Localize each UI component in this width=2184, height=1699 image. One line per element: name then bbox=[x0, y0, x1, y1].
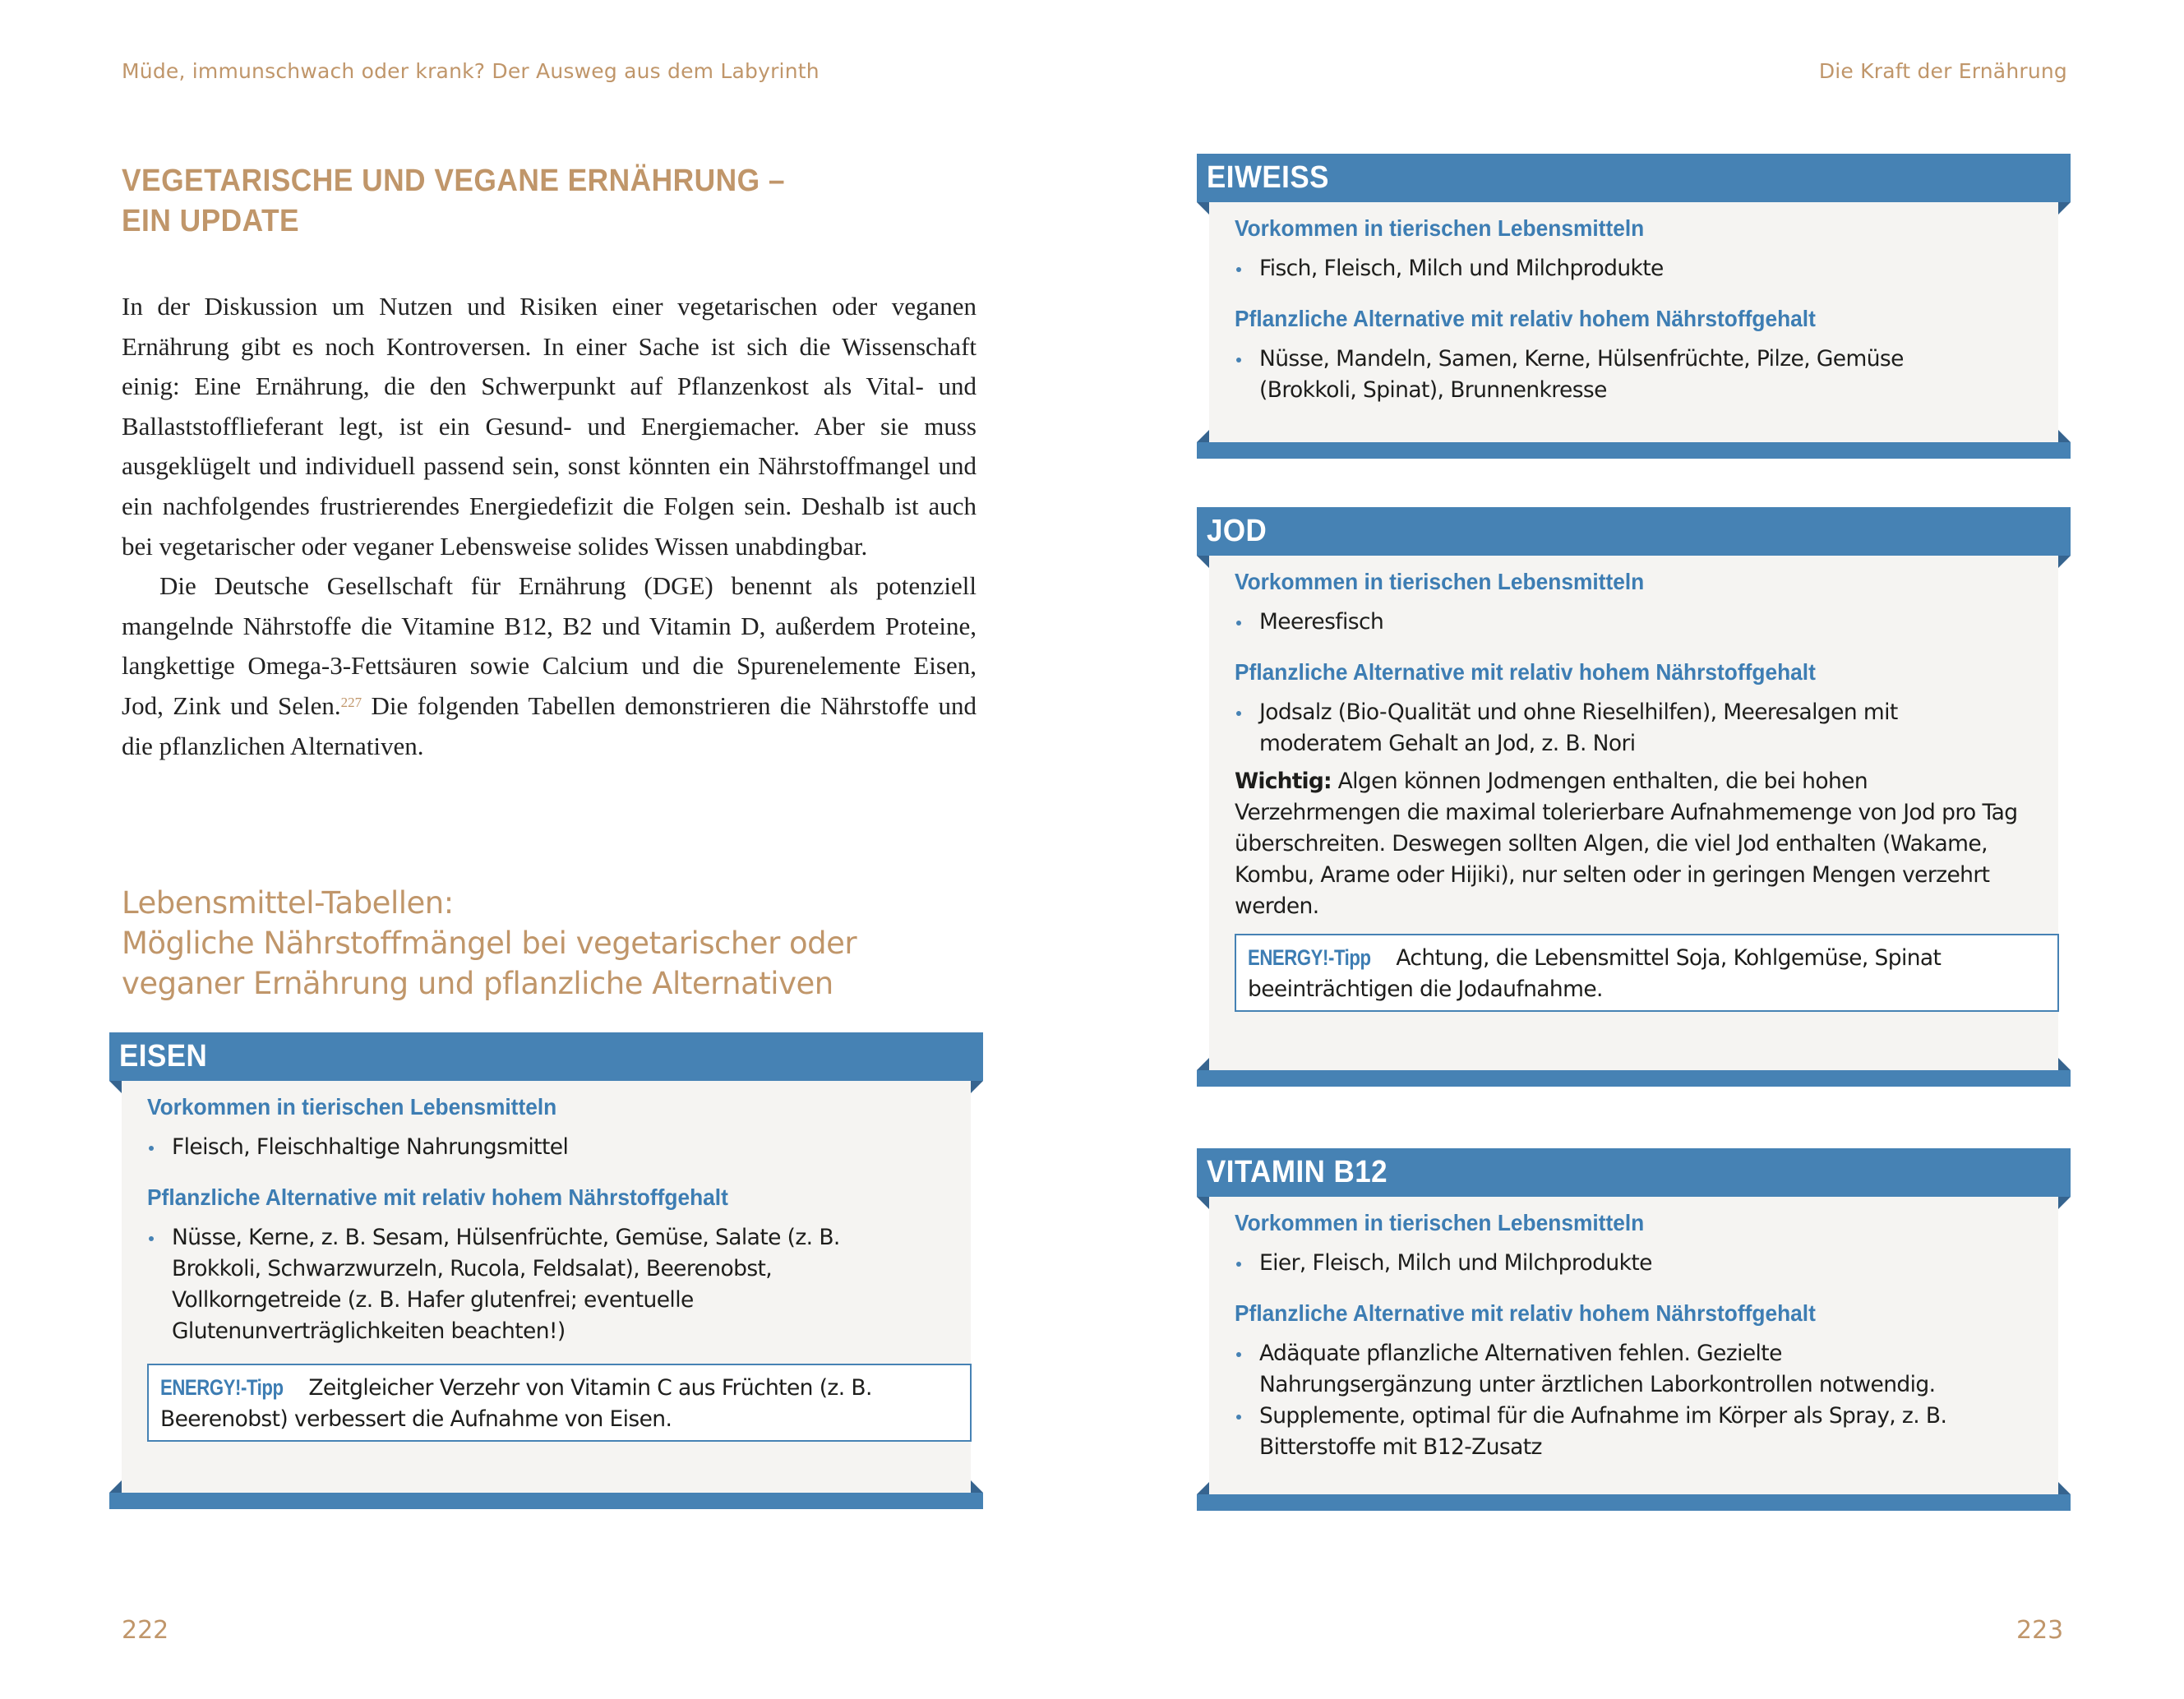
plant-alternative-list bbox=[147, 1222, 870, 1347]
paragraph-2 bbox=[122, 566, 977, 766]
energy-tip-text: Zeitgleicher Verzehr von Vitamin C aus Früchten (z. B. Beerenobst) verbessert die Aufnahme von Eisen. bbox=[160, 1375, 872, 1432]
box-body bbox=[1209, 1197, 2058, 1494]
box-header-band bbox=[1197, 154, 2071, 202]
paragraph-2-text-end: Die folgenden Tabellen demonstrieren die Nährstoffe und die pflanzlichen Alternativen. bbox=[122, 690, 977, 760]
important-note bbox=[1235, 766, 2058, 922]
nutrient-box-eisen bbox=[109, 1032, 983, 1509]
list-item: Fleisch, Fleischhaltige Nahrungsmittel bbox=[147, 1132, 971, 1163]
list-item: Nüsse, Mandeln, Samen, Kerne, Hülsenfrüchte, Pilze, Gemüse (Brokkoli, Spinat), Brunnenkresse bbox=[1235, 344, 1958, 406]
box-title: EISEN bbox=[119, 1039, 208, 1073]
animal-sources-heading: Vorkommen in tierischen Lebensmitteln bbox=[1235, 1210, 1645, 1235]
list-item: Adäquate pflanzliche Alternativen fehlen. Gezielte Nahrungsergänzung unter ärztlichen Laborkontrollen notwendig. bbox=[1235, 1338, 1958, 1401]
paragraph-1: In der Diskussion um Nutzen und Risiken einer vegetarischen oder veganen Ernährung gibt es noch Kontroversen. In einer Sache ist sich die Wissenschaft einig: Eine Ernährung, die den Schwerpunkt auf Pflanzenkost als Vital- und Ballaststofflieferant legt, ist ein Gesund- und Energiemacher. Aber sie muss ausgeklügelt und individuell passend sein, sonst könnten ein Nährstoffmangel und ein nachfolgendes frustrierendes Energiedefizit die Folgen sein. Deshalb ist auch bei vegetarischer oder veganer Lebensweise solides Wissen unabdingbar. bbox=[122, 292, 977, 561]
box-header-band bbox=[1197, 507, 2071, 556]
nutrient-box-vitamin-b12 bbox=[1197, 1148, 2071, 1511]
energy-tip-box bbox=[1235, 934, 2059, 1012]
nutrient-box-eiweiss bbox=[1197, 154, 2071, 459]
table-subheading bbox=[122, 883, 857, 1004]
subheading-line-1: Lebensmittel-Tabellen: bbox=[122, 885, 454, 921]
footnote-ref[interactable]: 227 bbox=[340, 694, 362, 710]
fold-corner bbox=[109, 1480, 122, 1493]
fold-corner bbox=[2058, 556, 2071, 568]
list-item: Supplemente, optimal für die Aufnahme im Körper als Spray, z. B. Bitterstoffe mit B12-Zusatz bbox=[1235, 1401, 1958, 1463]
box-header-band bbox=[109, 1032, 983, 1081]
paragraph-2-text: Die Deutsche Gesellschaft für Ernährung (DGE) benennt als potenziell mangelnde Nährstoffe die Vitamine B12, B2 und Vitamin D, außerdem Proteine, langkettige Omega-3-Fettsäuren sowie Calcium und die Spurenelemente Eisen, Jod, Zink und Selen. bbox=[122, 571, 977, 720]
subheading-line-2: Mögliche Nährstoffmängel bei vegetarischer oder bbox=[122, 926, 857, 961]
animal-sources-list bbox=[1235, 253, 2058, 284]
fold-corner bbox=[1197, 1197, 1209, 1209]
list-item: Nüsse, Kerne, z. B. Sesam, Hülsenfrüchte, Gemüse, Salate (z. B. Brokkoli, Schwarzwurzeln, Rucola, Feldsalat), Beerenobst, Vollkorngetreide (z. B. Hafer glutenfrei; eventuelle Glutenunverträglichkeiten beachten!) bbox=[147, 1222, 870, 1347]
important-label: Wichtig: bbox=[1235, 769, 1332, 794]
fold-corner bbox=[1197, 556, 1209, 568]
energy-tip-label: ENERGY!-Tipp bbox=[160, 1375, 284, 1400]
animal-sources-heading: Vorkommen in tierischen Lebensmitteln bbox=[1235, 569, 1645, 594]
plant-alternative-heading: Pflanzliche Alternative mit relativ hohem Nährstoffgehalt bbox=[1235, 306, 1816, 331]
fold-corner bbox=[2058, 430, 2071, 442]
energy-tip-label: ENERGY!-Tipp bbox=[1248, 945, 1371, 970]
fold-corner bbox=[2058, 1197, 2071, 1209]
box-body bbox=[1209, 556, 2058, 1070]
fold-corner bbox=[971, 1081, 983, 1093]
page-number-right: 223 bbox=[2016, 1616, 2064, 1645]
important-text: Algen können Jodmengen enthalten, die bei hohen Verzehrmengen die maximal tolerierbare Aufnahmemenge von Jod pro Tag überschreiten. Deswegen sollten Algen, die viel Jod enthalten (Wakame, Kombu, Arame oder Hijiki), nur selten oder in geringen Mengen verzehrt werden. bbox=[1235, 769, 2018, 919]
fold-corner bbox=[1197, 1482, 1209, 1494]
fold-corner bbox=[1197, 1058, 1209, 1070]
box-title: EIWEISS bbox=[1207, 160, 1329, 195]
subheading-line-3: veganer Ernährung und pflanzliche Alternativen bbox=[122, 966, 833, 1001]
list-item: Eier, Fleisch, Milch und Milchprodukte bbox=[1235, 1248, 2058, 1279]
box-footer-band bbox=[1197, 1070, 2071, 1087]
fold-corner bbox=[971, 1480, 983, 1493]
box-footer-band bbox=[109, 1493, 983, 1509]
box-header-band bbox=[1197, 1148, 2071, 1197]
plant-alternative-list bbox=[1235, 1338, 1958, 1463]
plant-alternative-list bbox=[1235, 697, 1958, 759]
animal-sources-list bbox=[147, 1132, 971, 1163]
plant-alternative-heading: Pflanzliche Alternative mit relativ hohem Nährstoffgehalt bbox=[1235, 1300, 1816, 1326]
chapter-title bbox=[122, 161, 785, 242]
running-head-right: Die Kraft der Ernährung bbox=[1818, 59, 2067, 83]
chapter-title-line-1: VEGETARISCHE UND VEGANE ERNÄHRUNG – bbox=[122, 164, 785, 198]
plant-alternative-list bbox=[1235, 344, 1958, 406]
animal-sources-heading: Vorkommen in tierischen Lebensmitteln bbox=[147, 1094, 557, 1120]
list-item: Fisch, Fleisch, Milch und Milchprodukte bbox=[1235, 253, 2058, 284]
fold-corner bbox=[2058, 1482, 2071, 1494]
box-footer-band bbox=[1197, 1494, 2071, 1511]
fold-corner bbox=[1197, 202, 1209, 215]
page-number-left: 222 bbox=[122, 1616, 169, 1645]
plant-alternative-heading: Pflanzliche Alternative mit relativ hohem Nährstoffgehalt bbox=[147, 1184, 728, 1210]
box-title: JOD bbox=[1207, 514, 1267, 548]
list-item: Meeresfisch bbox=[1235, 607, 2058, 638]
animal-sources-list bbox=[1235, 607, 2058, 638]
plant-alternative-heading: Pflanzliche Alternative mit relativ hohem Nährstoffgehalt bbox=[1235, 659, 1816, 685]
box-body bbox=[122, 1081, 971, 1493]
nutrient-box-jod bbox=[1197, 507, 2071, 1087]
energy-tip-box bbox=[147, 1364, 972, 1442]
animal-sources-list bbox=[1235, 1248, 2058, 1279]
box-body bbox=[1209, 202, 2058, 442]
fold-corner bbox=[2058, 1058, 2071, 1070]
energy-tip-text: Achtung, die Lebensmittel Soja, Kohlgemüse, Spinat beeinträchtigen die Jodaufnahme. bbox=[1248, 945, 1942, 1002]
fold-corner bbox=[2058, 202, 2071, 215]
animal-sources-heading: Vorkommen in tierischen Lebensmitteln bbox=[1235, 215, 1645, 241]
body-text bbox=[122, 287, 977, 766]
list-item: Jodsalz (Bio-Qualität und ohne Rieselhilfen), Meeresalgen mit moderatem Gehalt an Jod, z. B. Nori bbox=[1235, 697, 1958, 759]
box-footer-band bbox=[1197, 442, 2071, 459]
fold-corner bbox=[1197, 430, 1209, 442]
running-head-left: Müde, immunschwach oder krank? Der Ausweg aus dem Labyrinth bbox=[122, 59, 820, 83]
fold-corner bbox=[109, 1081, 122, 1093]
chapter-title-line-2: EIN UPDATE bbox=[122, 204, 300, 238]
box-title: VITAMIN B12 bbox=[1207, 1155, 1388, 1189]
